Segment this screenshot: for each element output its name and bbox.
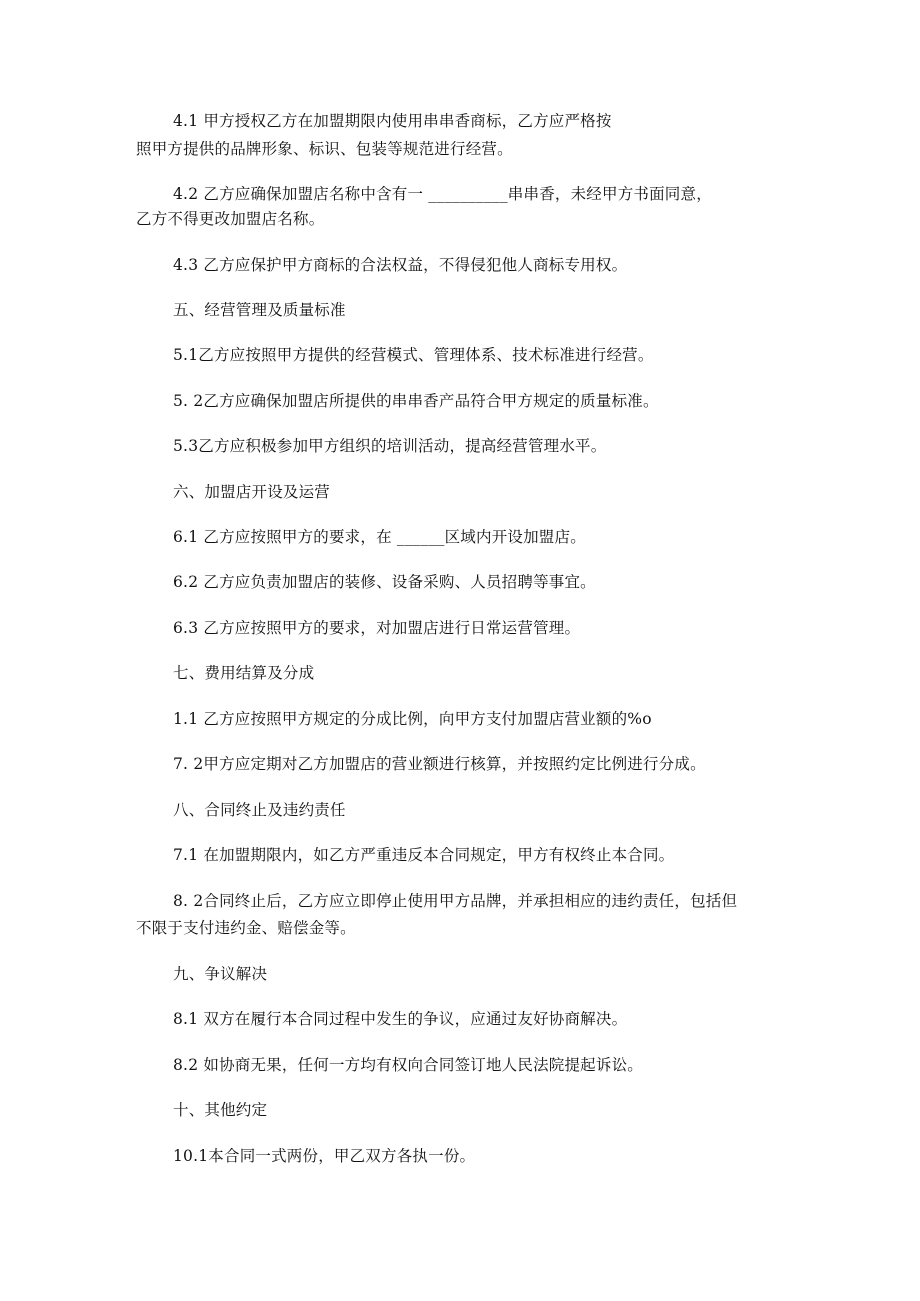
- clause-5-2: 5. 2乙方应确保加盟店所提供的串串香产品符合甲方规定的质量标准。: [173, 392, 659, 410]
- clause-9-1: 8.1 双方在履行本合同过程中发生的争议，应通过友好协商解决。: [173, 1010, 628, 1028]
- section-6-heading: 六、加盟店开设及运营: [173, 483, 331, 501]
- clause-6-1: 6.1 乙方应按照甲方的要求，在 ______区域内开设加盟店。: [173, 528, 586, 546]
- clause-4-2-line-2: 乙方不得更改加盟店名称。: [136, 210, 325, 228]
- clause-4-3: 4.3 乙方应保护甲方商标的合法权益，不得侵犯他人商标专用权。: [173, 256, 628, 274]
- clause-10-1: 10.1本合同一式两份，甲乙双方各执一份。: [173, 1147, 476, 1165]
- clause-8-2-line-2: 不限于支付违约金、赔偿金等。: [136, 919, 356, 937]
- clause-8-2-line-1: 8. 2合同终止后，乙方应立即停止使用甲方品牌，并承担相应的违约责任，包括但: [173, 892, 738, 910]
- clause-8-1: 7.1 在加盟期限内，如乙方严重违反本合同规定，甲方有权终止本合同。: [173, 846, 675, 864]
- section-10-heading: 十、其他约定: [173, 1101, 268, 1119]
- clause-6-2: 6.2 乙方应负责加盟店的装修、设备采购、人员招聘等事宜。: [173, 573, 596, 591]
- section-7-heading: 七、费用结算及分成: [173, 664, 315, 682]
- clause-4-2-line-1: 4.2 乙方应确保加盟店名称中含有一 __________串串香，未经甲方书面同意，: [173, 185, 712, 203]
- section-5-heading: 五、经营管理及质量标准: [173, 301, 346, 319]
- section-8-heading: 八、合同终止及违约责任: [173, 801, 346, 819]
- clause-9-2: 8.2 如协商无果，任何一方均有权向合同签订地人民法院提起诉讼。: [173, 1056, 643, 1074]
- clause-5-1: 5.1乙方应按照甲方提供的经营模式、管理体系、技术标准进行经营。: [173, 346, 654, 364]
- section-9-heading: 九、争议解决: [173, 965, 268, 983]
- clause-6-3: 6.3 乙方应按照甲方的要求，对加盟店进行日常运营管理。: [173, 619, 581, 637]
- clause-5-3: 5.3乙方应积极参加甲方组织的培训活动，提高经营管理水平。: [173, 437, 607, 455]
- clause-7-1: 1.1 乙方应按照甲方规定的分成比例，向甲方支付加盟店营业额的%o: [173, 710, 652, 728]
- clause-7-2: 7. 2甲方应定期对乙方加盟店的营业额进行核算，并按照约定比例进行分成。: [173, 755, 706, 773]
- clause-4-1-line-2: 照甲方提供的品牌形象、标识、包装等规范进行经营。: [136, 140, 513, 158]
- clause-4-1-line-1: 4.1 甲方授权乙方在加盟期限内使用串串香商标，乙方应严格按: [173, 112, 612, 130]
